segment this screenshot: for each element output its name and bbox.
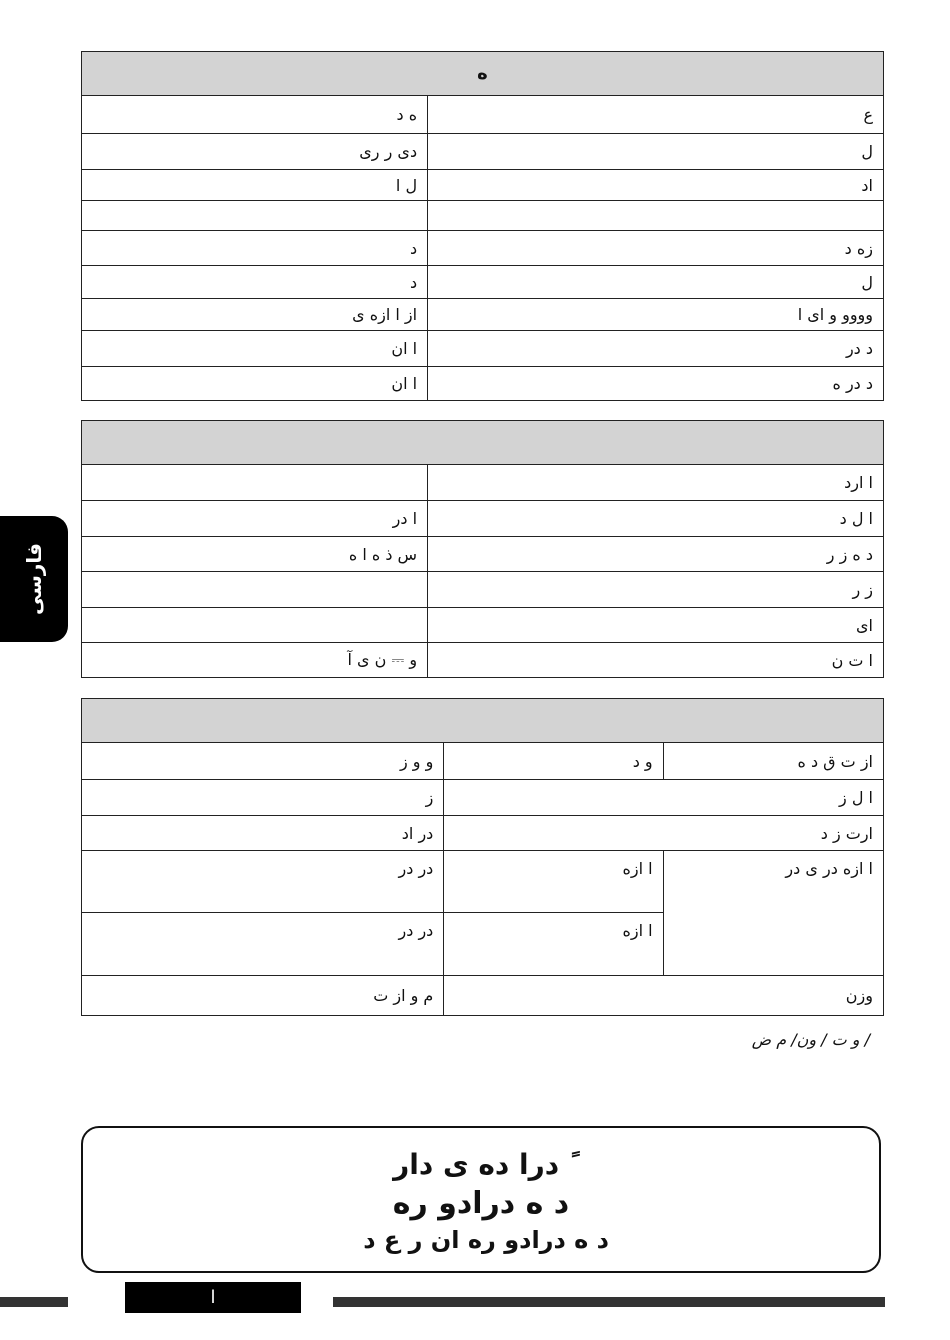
table-row — [82, 780, 884, 816]
param-cell: اد — [428, 170, 884, 201]
value-cell: در در — [82, 913, 444, 976]
param-cell: ای — [428, 608, 884, 643]
param-cell: وووو و ای ا — [428, 299, 884, 331]
param-cell: ا ت ن — [428, 643, 884, 678]
notice-line-2: د ه درادو ره — [392, 1186, 570, 1221]
value-cell: در اد — [82, 816, 444, 851]
table-row — [82, 608, 884, 643]
table-row — [82, 537, 884, 572]
sub-param-cell: ا ازه — [444, 851, 663, 913]
section-title: ه — [82, 52, 884, 96]
language-side-tab — [0, 516, 68, 642]
value-cell — [82, 201, 428, 231]
footnote: / و ت / ون/ م ض — [751, 1030, 870, 1049]
param-cell: د در ه — [428, 367, 884, 401]
table-row — [82, 266, 884, 299]
table-row — [82, 367, 884, 401]
value-cell: و و ز — [82, 743, 444, 780]
value-cell: در در — [82, 851, 444, 913]
spec-table-general-dimensions — [81, 698, 884, 1016]
value-cell: ا در — [82, 501, 428, 537]
notice-box — [81, 1126, 881, 1273]
table-row — [82, 231, 884, 266]
table-row — [82, 299, 884, 331]
param-cell — [428, 201, 884, 231]
param-cell: ا ل د — [428, 501, 884, 537]
value-cell: ل ا — [82, 170, 428, 201]
value-cell: ز — [82, 780, 444, 816]
param-cell: از ت ق د ه — [663, 743, 883, 780]
value-cell: ا ان — [82, 367, 428, 401]
section-title — [82, 421, 884, 465]
table-header-row — [82, 52, 884, 96]
table-header-row — [82, 699, 884, 743]
table-row — [82, 501, 884, 537]
table-row — [82, 816, 884, 851]
value-cell: از ا ازه ی — [82, 299, 428, 331]
page-number: ا — [125, 1282, 301, 1313]
param-cell: زه د — [428, 231, 884, 266]
param-cell: ا ل ز — [444, 780, 884, 816]
notice-line-3: د ه درادو ره ان ر ع د — [363, 1226, 609, 1254]
sub-param-cell: و د — [444, 743, 663, 780]
value-cell — [82, 465, 428, 501]
value-cell: د — [82, 266, 428, 299]
table-row — [82, 572, 884, 608]
table-header-row — [82, 421, 884, 465]
section-title — [82, 699, 884, 743]
value-cell: ا ان — [82, 331, 428, 367]
value-cell: ه د — [82, 96, 428, 134]
sub-param-cell: ا ازه — [444, 913, 663, 976]
param-cell: ل — [428, 266, 884, 299]
table-row — [82, 465, 884, 501]
footer-bar-left — [0, 1297, 68, 1307]
param-cell: ل — [428, 134, 884, 170]
notice-line-1: ً درا ده ی دار — [393, 1148, 569, 1181]
table-row — [82, 976, 884, 1016]
param-cell: ا ازه در ی در — [663, 851, 883, 976]
param-cell: وزن — [444, 976, 884, 1016]
param-cell: ع — [428, 96, 884, 134]
param-cell: د در — [428, 331, 884, 367]
spec-table-general — [81, 51, 884, 401]
footer-bar-right — [333, 1297, 885, 1307]
table-row — [82, 96, 884, 134]
value-cell: و ⎓ ن ی آ — [82, 643, 428, 678]
table-row — [82, 170, 884, 201]
value-cell: م و از ت — [82, 976, 444, 1016]
value-cell — [82, 572, 428, 608]
table-row — [82, 743, 884, 780]
table-row — [82, 643, 884, 678]
value-cell: د — [82, 231, 428, 266]
param-cell: ز ر — [428, 572, 884, 608]
table-row — [82, 134, 884, 170]
value-cell: دی ر ری — [82, 134, 428, 170]
table-row — [82, 851, 884, 913]
value-cell — [82, 608, 428, 643]
value-cell: س ذ ه ا ه — [82, 537, 428, 572]
param-cell: ارت ز د — [444, 816, 884, 851]
param-cell: ا ارد — [428, 465, 884, 501]
table-row — [82, 331, 884, 367]
table-row — [82, 201, 884, 231]
side-tab-label: فارسی — [22, 542, 46, 616]
spec-table-tuner — [81, 420, 884, 678]
param-cell: د ه ز ر — [428, 537, 884, 572]
